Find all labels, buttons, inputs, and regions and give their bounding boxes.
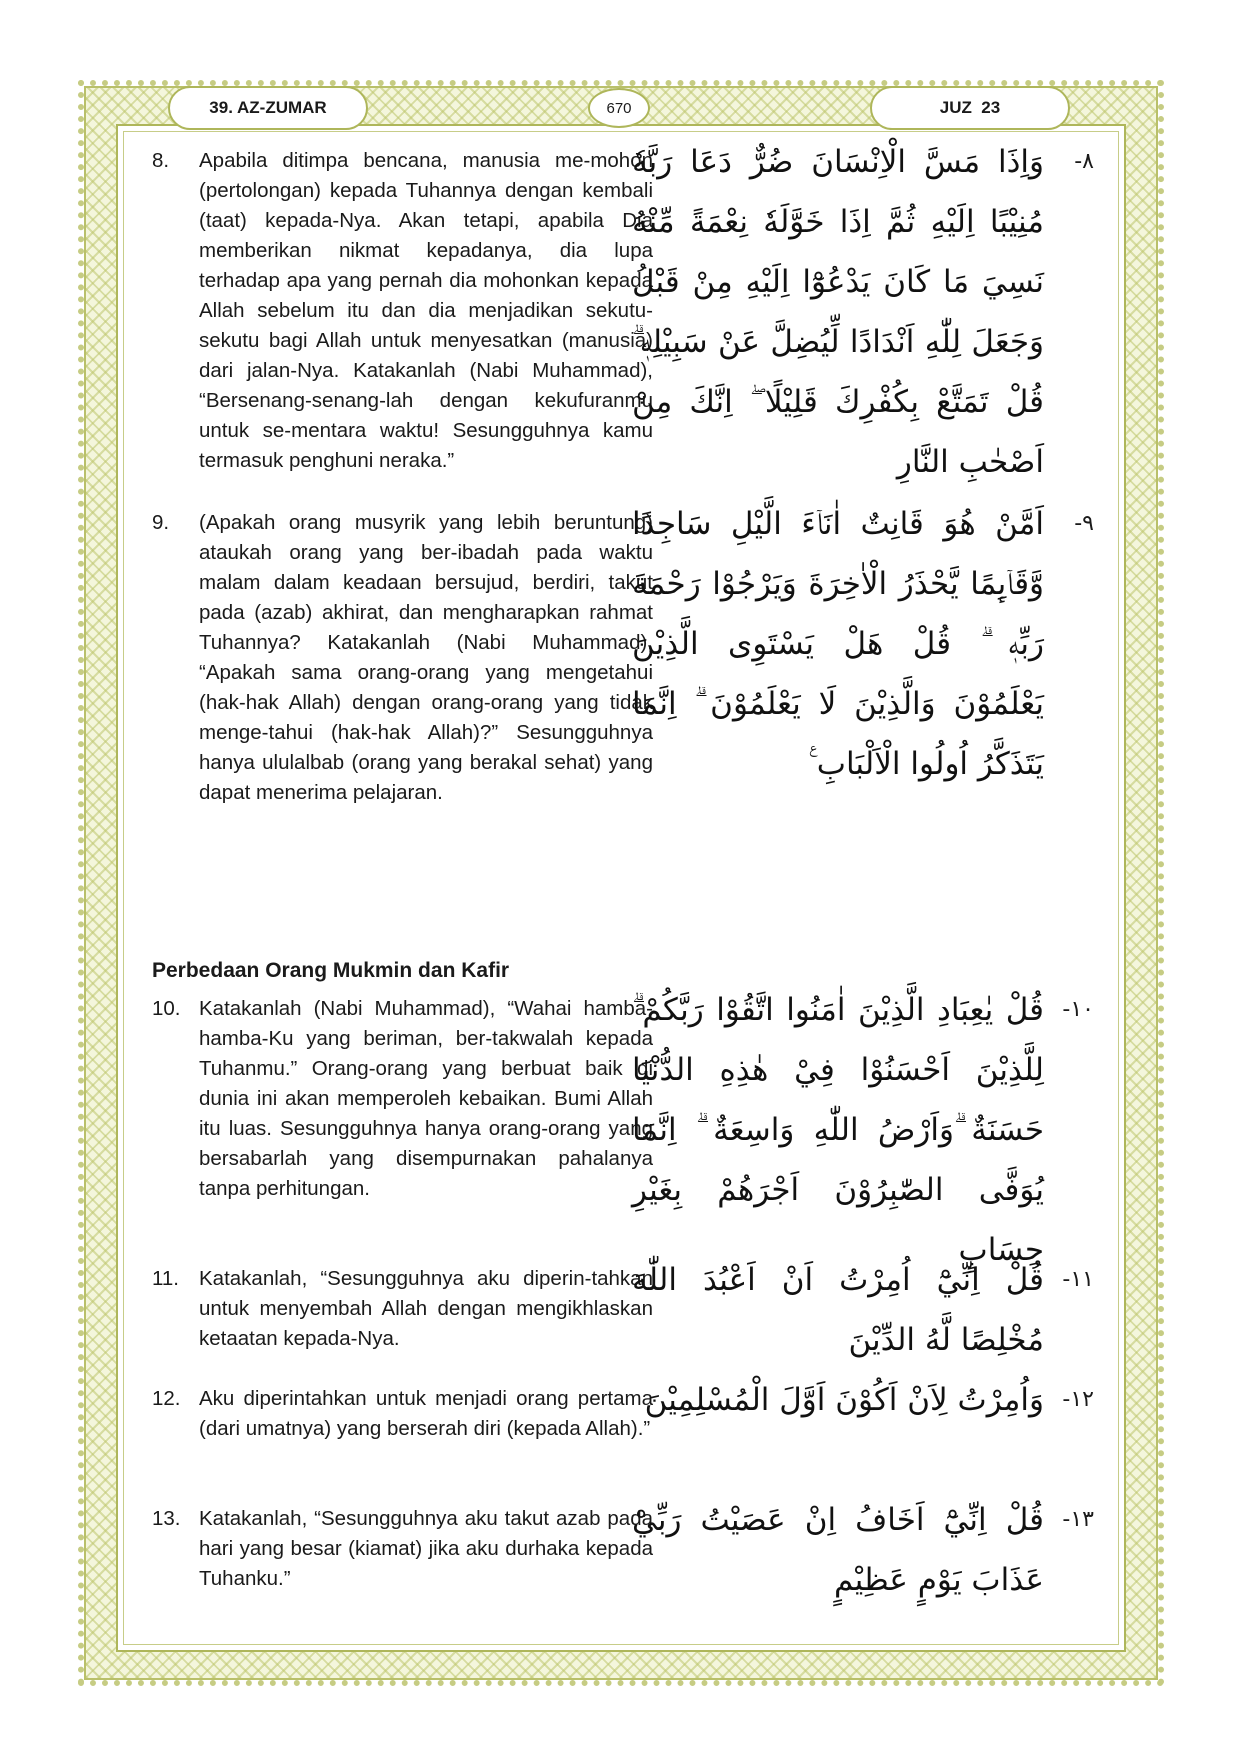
verse-translation: Katakanlah, “Sesungguhnya aku diperin-tahkan untuk menyembah Allah dengan mengikhlaskan ketaatan kepada-Nya. bbox=[199, 1267, 653, 1350]
verse-number: 11. bbox=[152, 1267, 179, 1290]
arabic-verse-number: ١٣- bbox=[1062, 1507, 1094, 1532]
section-heading: Perbedaan Orang Mukmin dan Kafir bbox=[152, 959, 510, 982]
arabic-verse-text: وَاِذَا مَسَّ الْاِنْسَانَ ضُرٌّ دَعَا رَبَّهٗ مُنِيْبًا اِلَيْهِ ثُمَّ اِذَا خَوَّلَهٗ نِعْمَةً مِّنْهُ نَسِيَ مَا كَانَ يَدْعُوْٓا اِلَيْهِ مِنْ قَبْلُ وَجَعَلَ لِلّٰهِ اَنْدَادًا لِّيُضِلَّ عَنْ سَبِيْلِهٖ ۗ قُلْ تَمَتَّعْ بِكُفْرِكَ قَلِيْلًا ۖ اِنَّكَ مِنْ اَصْحٰبِ النَّارِ bbox=[632, 144, 1044, 480]
arabic-verse-number: ١٢- bbox=[1062, 1387, 1094, 1412]
page-number-badge bbox=[588, 88, 650, 128]
arabic-verse-number: ٩- bbox=[1074, 511, 1094, 536]
arabic-verse-text: وَاُمِرْتُ لِاَنْ اَكُوْنَ اَوَّلَ الْمُسْلِمِيْنَ bbox=[644, 1382, 1044, 1418]
arabic-verse-number: ١١- bbox=[1062, 1267, 1094, 1292]
juz-tab bbox=[870, 86, 1070, 130]
surah-title: 39. AZ-ZUMAR bbox=[209, 98, 327, 117]
verse-translation: Aku diperintahkan untuk menjadi orang pertama (dari umatnya) yang berserah diri (kepada Allah).” bbox=[199, 1387, 653, 1440]
verse-number: 8. bbox=[152, 149, 170, 172]
arabic-verse-text: اَمَّنْ هُوَ قَانِتٌ اٰنَاۤءَ الَّيْلِ سَاجِدًا وَّقَاۤىِٕمًا يَّحْذَرُ الْاٰخِرَةَ وَيَرْجُوْا رَحْمَةَ رَبِّهٖ ۗ قُلْ هَلْ يَسْتَوِى الَّذِيْنَ يَعْلَمُوْنَ وَالَّذِيْنَ لَا يَعْلَمُوْنَ ۗ اِنَّمَا يَتَذَكَّرُ اُولُوا الْاَلْبَابِ ࣖ bbox=[632, 506, 1044, 782]
verse-number: 10. bbox=[152, 997, 181, 1020]
verse-translation: Apabila ditimpa bencana, manusia me-mohon (pertolongan) kepada Tuhannya dengan kembali (taat) kepada-Nya. Akan tetapi, apabila Dia memberikan nikmat kepadanya, dia lupa terhadap apa yang pernah dia mohonkan kepada Allah sebelum itu dan dia menjadikan sekutu-sekutu bagi Allah untuk menyesatkan (manusia) dari jalan-Nya. Katakanlah (Nabi Muhammad), “Bersenang-senang-lah dengan kekufuranmu untuk se-mentara waktu! Sesungguhnya kamu termasuk penghuni neraka.” bbox=[199, 149, 653, 472]
arabic-verse-text: قُلْ اِنِّيْٓ اَخَافُ اِنْ عَصَيْتُ رَبِّيْ عَذَابَ يَوْمٍ عَظِيْمٍ bbox=[632, 1502, 1044, 1598]
verse-number: 9. bbox=[152, 511, 170, 534]
page-number: 670 bbox=[606, 99, 632, 117]
arabic-verse-text: قُلْ اِنِّيْٓ اُمِرْتُ اَنْ اَعْبُدَ اللّٰهَ مُخْلِصًا لَّهُ الدِّيْنَ bbox=[632, 1262, 1044, 1358]
verse-translation: (Apakah orang musyrik yang lebih beruntung) ataukah orang yang ber-ibadah pada waktu malam dalam keadaan bersujud, berdiri, takut pada (azab) akhirat, dan mengharapkan rahmat Tuhannya? Katakanlah (Nabi Muhammad), “Apakah sama orang-orang yang mengetahui (hak-hak Allah) dengan orang-orang yang tidak menge-tahui (hak-hak Allah)?” Sesungguhnya hanya ululalbab (orang yang berakal sehat) yang dapat menerima pelajaran. bbox=[199, 511, 653, 804]
surah-title-tab bbox=[168, 86, 368, 130]
verse-number: 13. bbox=[152, 1507, 181, 1530]
verse-number: 12. bbox=[152, 1387, 181, 1410]
verse-translation: Katakanlah, “Sesungguhnya aku takut azab pada hari yang besar (kiamat) jika aku durhaka kepada Tuhanku.” bbox=[199, 1507, 653, 1590]
verse-translation: Katakanlah (Nabi Muhammad), “Wahai hamba-hamba-Ku yang beriman, ber-takwalah kepada Tuhanmu.” Orang-orang yang berbuat baik di dunia ini akan memperoleh kebaikan. Bumi Allah itu luas. Sesungguhnya hanya orang-orang yang bersabarlah yang disempurnakan pahalanya tanpa perhitungan. bbox=[199, 997, 653, 1200]
arabic-verse-number: ١٠- bbox=[1062, 997, 1094, 1022]
arabic-verse-text: قُلْ يٰعِبَادِ الَّذِيْنَ اٰمَنُوا اتَّقُوْا رَبَّكُمْ ۗ لِلَّذِيْنَ اَحْسَنُوْا فِيْ هٰذِهِ الدُّنْيَا حَسَنَةٌ ۗوَاَرْضُ اللّٰهِ وَاسِعَةٌ ۗ اِنَّمَا يُوَفَّى الصّٰبِرُوْنَ اَجْرَهُمْ بِغَيْرِ حِسَابٍ bbox=[632, 992, 1044, 1268]
juz-label: JUZ 23 bbox=[939, 98, 1001, 117]
arabic-verse-number: ٨- bbox=[1074, 149, 1094, 174]
